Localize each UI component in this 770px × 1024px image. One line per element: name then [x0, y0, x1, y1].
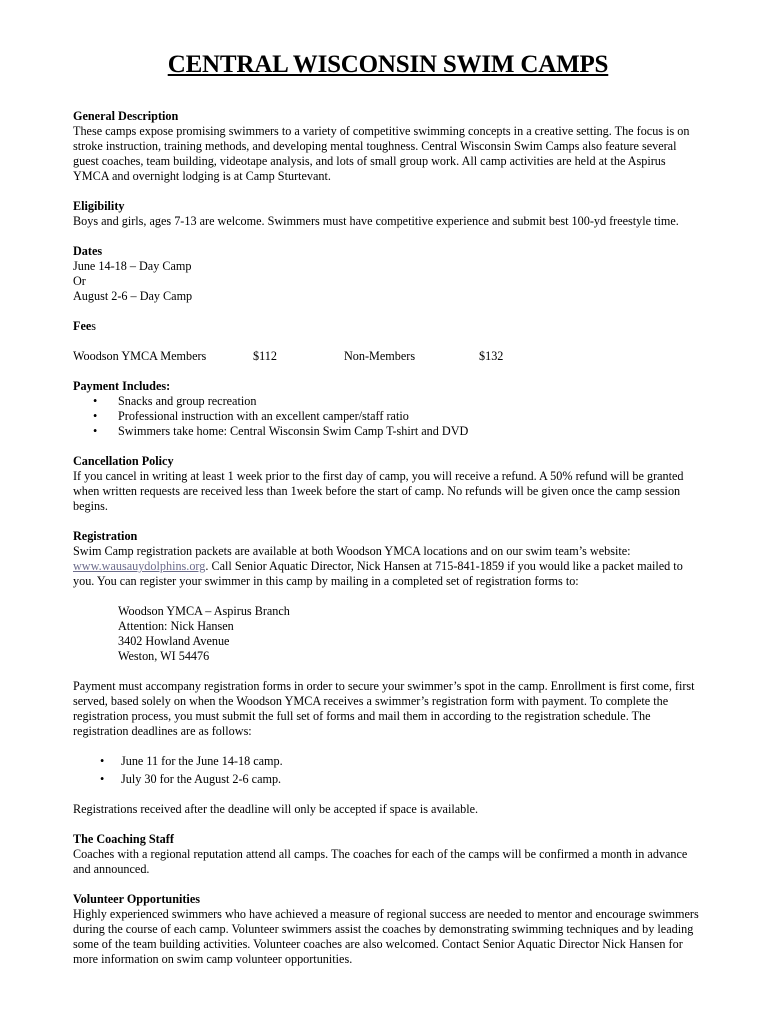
website-link[interactable]: www.wausauydolphins.org [73, 559, 206, 573]
members-label: Woodson YMCA Members [73, 349, 207, 363]
fees-heading-rest: s [91, 319, 97, 333]
coaching-heading: The Coaching Staff [73, 832, 174, 846]
coaching-text: Coaches with a regional reputation attend all camps. The coaches for each of the camps will be confirmed a month in advance and announced. [73, 847, 688, 876]
address-line: Woodson YMCA – Aspirus Branch [118, 604, 290, 618]
document-page [73, 48, 703, 967]
deadline-list [73, 754, 703, 787]
coaching-section [73, 832, 703, 877]
bullet-icon: • [100, 772, 105, 786]
bullet-icon: • [93, 424, 98, 438]
general-description-section [73, 109, 703, 184]
members-price: $112 [253, 349, 277, 363]
dates-heading: Dates [73, 244, 103, 258]
fees-heading-bold: Fee [73, 319, 92, 333]
volunteer-section [73, 892, 703, 967]
cancellation-heading: Cancellation Policy [73, 454, 174, 468]
list-item: • Snacks and group recreation [93, 394, 257, 408]
bullet-icon: • [93, 394, 98, 408]
page-title: CENTRAL WISCONSIN SWIM CAMPS [167, 51, 609, 78]
list-item: • Professional instruction with an excellent camper/staff ratio [93, 409, 409, 423]
registration-text: Swim Camp registration packets are available at both Woodson YMCA locations and on our swim team’s website: www.wausauydolphins.org. Call Senior Aquatic Director, Nick Hansen at 715-841-1859 if you would like a packet mailed to you. You can register your swimmer in this camp by mailing in a completed set of registration forms to: [73, 544, 683, 588]
general-description-heading: General Description [73, 109, 179, 123]
list-item: • Swimmers take home: Central Wisconsin Swim Camp T-shirt and DVD [93, 424, 469, 438]
bullet-icon: • [93, 409, 98, 423]
dates-line: August 2-6 – Day Camp [73, 289, 193, 303]
late-registration-text: Registrations received after the deadline will only be accepted if space is available. [73, 802, 479, 816]
registration-heading: Registration [73, 529, 138, 543]
nonmembers-price: $132 [479, 349, 504, 363]
general-description-text: These camps expose promising swimmers to a variety of competitive swimming concepts in a creative setting. The focus is on stroke instruction, training methods, and developing mental toughness. Central Wisconsin Swim Camps also feature several guest coaches, team building, videotape analysis, and lots of small group work. All camp activities are held at the Aspirus YMCA and overnight lodging is at Camp Sturtevant. [73, 124, 690, 183]
dates-line: Or [73, 274, 86, 288]
payment-section [73, 379, 703, 439]
payment-heading: Payment Includes: [73, 379, 171, 393]
list-item: • June 11 for the June 14-18 camp. [100, 754, 283, 768]
dates-line: June 14-18 – Day Camp [73, 259, 192, 273]
bullet-icon: • [100, 754, 105, 768]
eligibility-text: Boys and girls, ages 7-13 are welcome. Swimmers must have competitive experience and submit best 100-yd freestyle time. [73, 214, 679, 228]
eligibility-section [73, 199, 703, 229]
address-line: 3402 Howland Avenue [118, 634, 230, 648]
address-line: Attention: Nick Hansen [118, 619, 234, 633]
payment-list [73, 394, 703, 439]
cancellation-section [73, 454, 703, 514]
fees-heading [73, 319, 703, 334]
registration-section [73, 529, 703, 817]
nonmembers-label: Non-Members [344, 349, 416, 363]
mailing-address [73, 604, 703, 664]
fees-row [73, 349, 703, 364]
payment-requirement-text: Payment must accompany registration forms in order to secure your swimmer’s spot in the camp. Enrollment is first come, first served, based solely on when the Woodson YMCA receives a swimmer’s registration form with payment. To complete the registration process, you must submit the full set of forms and mail them in according to the registration schedule. The registration deadlines are as follows: [73, 679, 695, 738]
fees-section [73, 319, 703, 364]
address-line: Weston, WI 54476 [118, 649, 210, 663]
volunteer-text: Highly experienced swimmers who have achieved a measure of regional success are needed to mentor and encourage swimmers during the course of each camp. Volunteer swimmers assist the coaches by demonstrating swimming techniques and by leading some of the team building activities. Volunteer coaches are also welcomed. Contact Senior Aquatic Director Nick Hansen for more information on swim camp volunteer opportunities. [73, 907, 699, 966]
cancellation-text: If you cancel in writing at least 1 week prior to the first day of camp, you will receive a refund. A 50% refund will be granted when written requests are received less than 1week before the start of camp. No refunds will be given once the camp session begins. [73, 469, 684, 513]
dates-section [73, 244, 703, 304]
list-item: • July 30 for the August 2-6 camp. [100, 772, 282, 786]
volunteer-heading: Volunteer Opportunities [73, 892, 200, 906]
eligibility-heading: Eligibility [73, 199, 125, 213]
